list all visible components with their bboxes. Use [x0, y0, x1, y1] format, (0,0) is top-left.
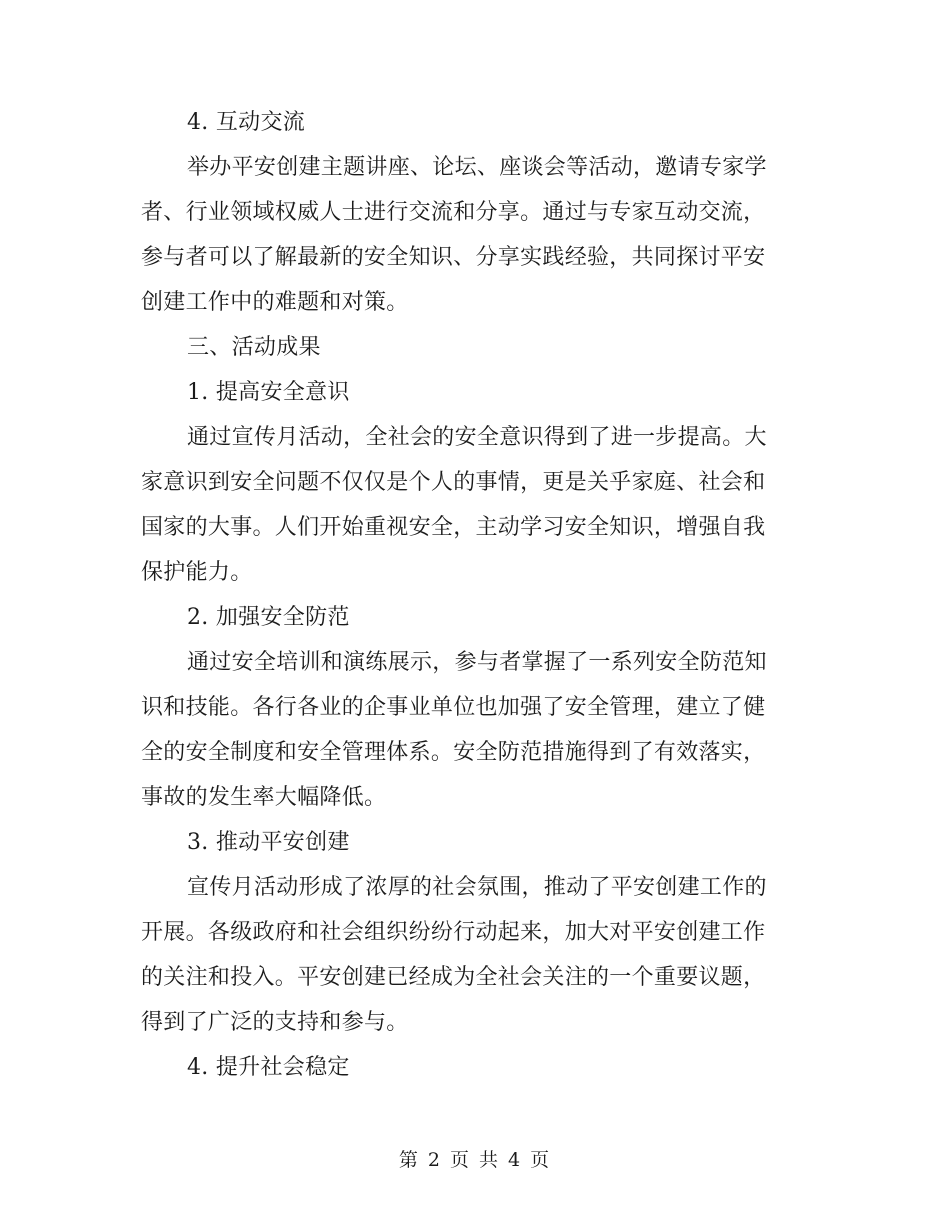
- paragraph-line: 家意识到安全问题不仅仅是个人的事情，更是关乎家庭、社会和: [141, 470, 766, 495]
- paragraph-line: 保护能力。: [141, 560, 253, 585]
- paragraph-line: 识和技能。各行各业的企事业单位也加强了安全管理，建立了健: [141, 695, 766, 720]
- subsection-heading-awareness: 1. 提高安全意识: [187, 380, 350, 405]
- document-body: [141, 100, 801, 1090]
- paragraph-line: 举办平安创建主题讲座、论坛、座谈会等活动，邀请专家学: [187, 155, 767, 180]
- paragraph-line: 宣传月活动形成了浓厚的社会氛围，推动了平安创建工作的: [187, 875, 767, 900]
- paragraph-line: 者、行业领域权威人士进行交流和分享。通过与专家互动交流，: [141, 200, 766, 225]
- page-number-footer: 第 2 页 共 4 页: [398, 1149, 552, 1171]
- paragraph-line: 创建工作中的难题和对策。: [141, 290, 409, 315]
- subsection-heading-stability: 4. 提升社会稳定: [187, 1055, 350, 1080]
- paragraph-line: 开展。各级政府和社会组织纷纷行动起来，加大对平安创建工作: [141, 920, 766, 945]
- paragraph-line: 全的安全制度和安全管理体系。安全防范措施得到了有效落实，: [141, 740, 766, 765]
- paragraph-line: 的关注和投入。平安创建已经成为全社会关注的一个重要议题，: [141, 965, 766, 990]
- section-heading-results: 三、活动成果: [187, 335, 321, 360]
- paragraph-line: 国家的大事。人们开始重视安全，主动学习安全知识，增强自我: [141, 515, 766, 540]
- paragraph-line: 通过安全培训和演练展示，参与者掌握了一系列安全防范知: [187, 650, 767, 675]
- paragraph-line: 通过宣传月活动，全社会的安全意识得到了进一步提高。大: [187, 425, 767, 450]
- subsection-heading-prevention: 2. 加强安全防范: [187, 605, 350, 630]
- paragraph-line: 得到了广泛的支持和参与。: [141, 1010, 409, 1035]
- paragraph-line: 参与者可以了解最新的安全知识、分享实践经验，共同探讨平安: [141, 245, 766, 270]
- subsection-heading-promotion: 3. 推动平安创建: [187, 830, 350, 855]
- section-heading-interaction: 4. 互动交流: [187, 110, 306, 135]
- paragraph-line: 事故的发生率大幅降低。: [141, 785, 387, 810]
